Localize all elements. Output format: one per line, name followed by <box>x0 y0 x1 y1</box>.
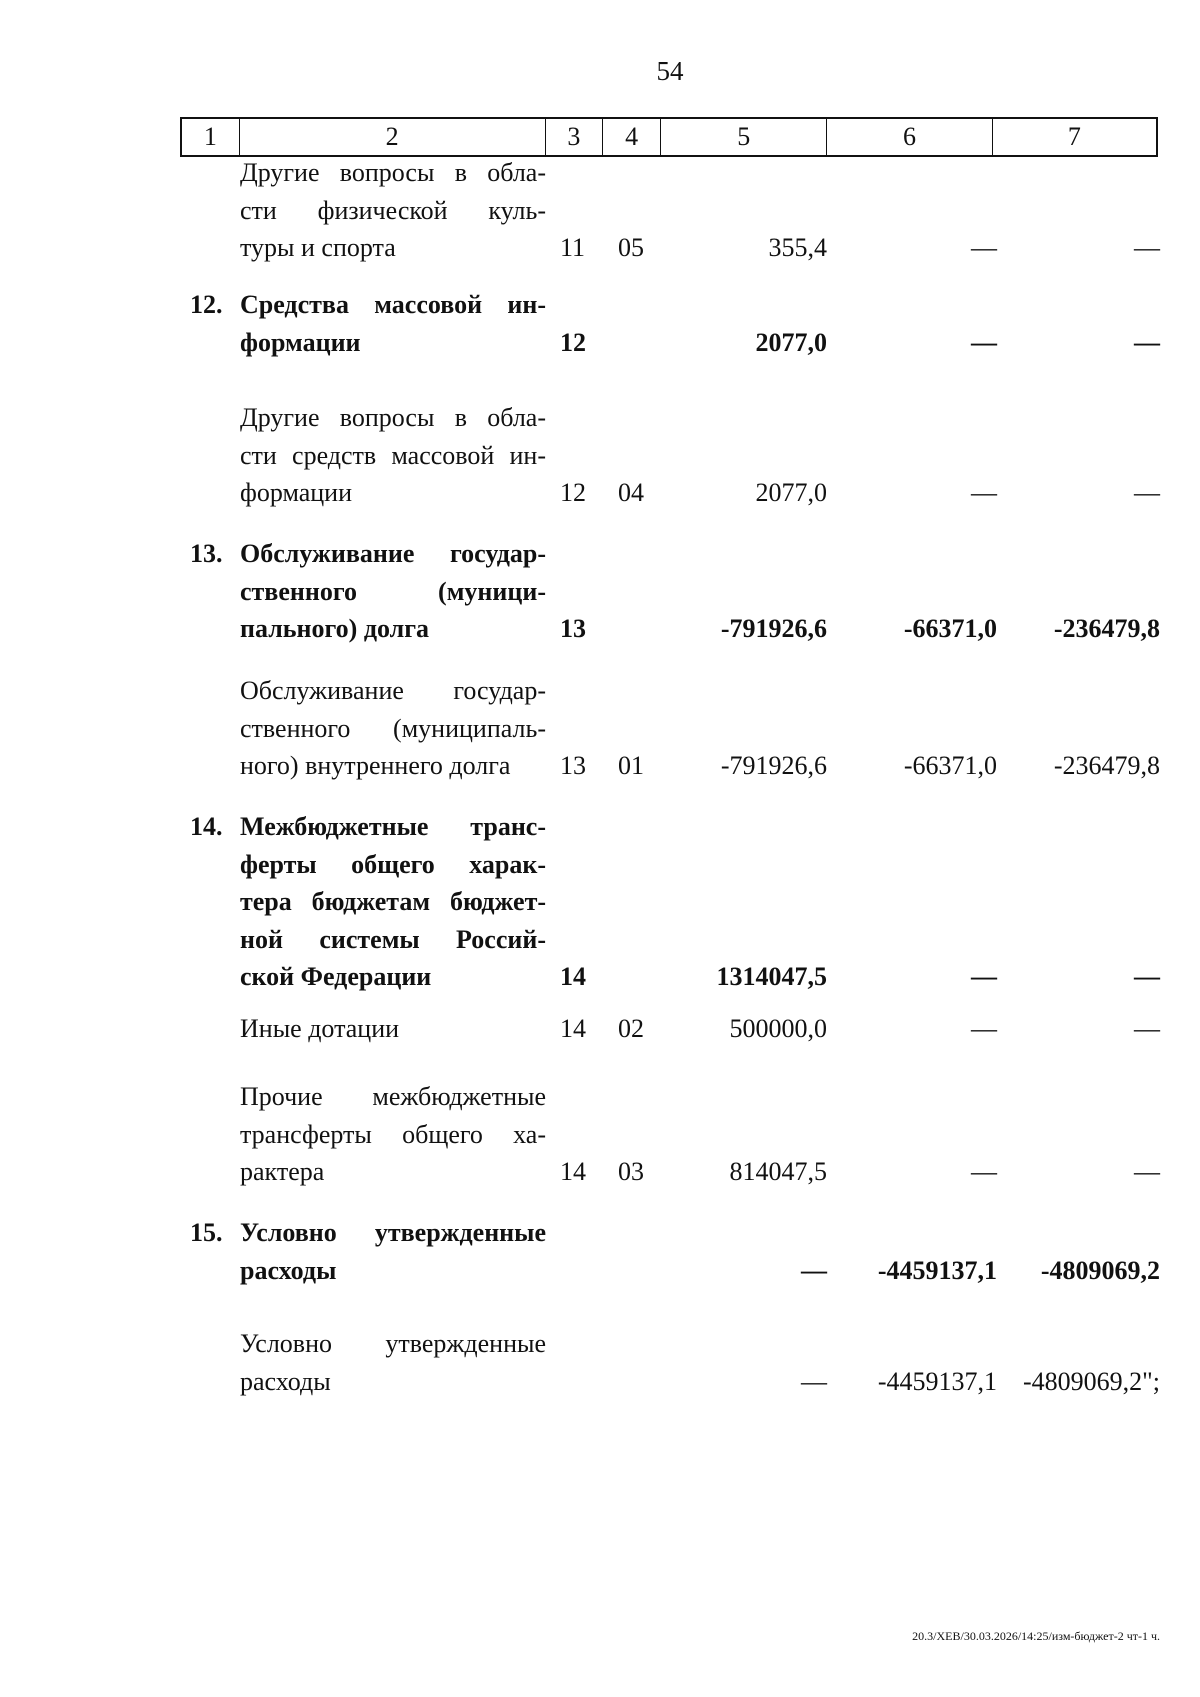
row-name-line: расходы <box>240 1255 337 1285</box>
row-amount-col6: — <box>971 327 997 357</box>
row-amount-col5: -791926,6 <box>720 614 827 643</box>
table-header-row <box>180 117 1158 157</box>
row-name-line: ной системы Россий- <box>240 924 546 954</box>
row-amount-col7: -4809069,2"; <box>1023 1366 1160 1396</box>
row-amount-col6: — <box>971 1014 997 1043</box>
row-name-line: формации <box>240 478 353 507</box>
row-section-code: 12 <box>560 327 586 357</box>
row-subsection-code: 02 <box>618 1014 644 1043</box>
row-name <box>240 1010 546 1048</box>
row-amount-col7: -236479,8 <box>1053 751 1160 780</box>
row-amount-col5: — <box>801 1366 827 1396</box>
row-subsection-code: 04 <box>618 478 644 507</box>
row-number: 15. <box>190 1218 223 1247</box>
row-name-line: трансферты общего ха- <box>240 1119 546 1149</box>
row-amount-col6: -66371,0 <box>903 614 997 643</box>
row-name-line: ской Федерации <box>240 962 432 991</box>
row-amount-col6: — <box>971 233 997 262</box>
header-col-4: 4 <box>603 119 661 155</box>
row-name-line: ферты общего харак- <box>240 849 546 879</box>
row-subsection-code: 03 <box>618 1157 644 1186</box>
row-amount-col6: — <box>971 478 997 507</box>
row-name-line: ного) внутреннего долга <box>240 751 511 780</box>
row-section-code: 13 <box>560 614 586 643</box>
header-col-6: 6 <box>827 119 992 155</box>
row-amount-col5: 2077,0 <box>755 327 827 357</box>
row-amount-col7: — <box>1134 327 1160 357</box>
row-amount-col7: — <box>1134 962 1160 991</box>
row-section-code: 14 <box>560 962 586 991</box>
header-col-3: 3 <box>546 119 604 155</box>
row-name-line: Условно утвержденные <box>240 1329 546 1358</box>
row-name-line: тера бюджетам бюджет- <box>240 887 546 916</box>
row-section-code: 13 <box>560 751 586 780</box>
row-name <box>240 154 546 267</box>
row-name <box>240 1325 546 1400</box>
row-amount-col5: -791926,6 <box>720 751 827 780</box>
header-col-7: 7 <box>1067 122 1081 151</box>
row-section-code: 12 <box>560 478 586 507</box>
row-amount-col6: -4459137,1 <box>877 1255 997 1285</box>
row-subsection-code: 05 <box>618 233 644 262</box>
row-number: 14. <box>190 812 223 841</box>
row-amount-col7: — <box>1134 1014 1160 1043</box>
row-name-line: Обслуживание государ- <box>240 539 546 568</box>
row-name-line: Прочие межбюджетные <box>240 1082 546 1111</box>
row-section-code: 14 <box>560 1157 586 1186</box>
row-name-line: туры и спорта <box>240 233 396 262</box>
row-section-code: 11 <box>560 233 586 262</box>
row-amount-col6: — <box>971 1157 997 1186</box>
row-name <box>240 1214 546 1289</box>
row-number: 13. <box>190 539 223 568</box>
row-amount-col5: 355,4 <box>768 233 827 262</box>
row-name <box>240 399 546 512</box>
row-name-line: Иные дотации <box>240 1014 400 1043</box>
page-number: 54 <box>656 56 684 86</box>
row-amount-col6: -66371,0 <box>903 751 997 780</box>
row-amount-col5: 2077,0 <box>755 478 827 507</box>
row-section-code: 14 <box>560 1014 586 1043</box>
row-name-line: Другие вопросы в обла- <box>240 403 546 432</box>
row-amount-col7: -4809069,2 <box>1040 1255 1160 1285</box>
row-amount-col7: — <box>1134 233 1160 262</box>
row-name <box>240 808 546 996</box>
row-subsection-code: 01 <box>618 751 644 780</box>
footer-stamp: 20.3/ХЕВ/30.03.2026/14:25/изм-бюджет-2 чт-1 ч. <box>912 1629 1160 1643</box>
row-name <box>240 535 546 648</box>
row-name-line: Условно утвержденные <box>240 1218 546 1247</box>
row-name <box>240 1078 546 1191</box>
row-name-line: сти средств массовой ин- <box>240 440 546 470</box>
row-name-line: формации <box>240 327 361 357</box>
row-name-line: Другие вопросы в обла- <box>240 158 546 187</box>
row-amount-col5: — <box>801 1255 827 1285</box>
row-name-line: ственного (муници- <box>240 576 546 606</box>
row-name <box>240 672 546 785</box>
row-amount-col7: -236479,8 <box>1053 614 1160 643</box>
row-amount-col5: 500000,0 <box>729 1014 827 1043</box>
row-number: 12. <box>190 290 223 319</box>
row-amount-col7: — <box>1134 1157 1160 1186</box>
header-col-5: 5 <box>661 119 827 155</box>
row-name-line: сти физической куль- <box>240 195 546 225</box>
row-amount-col5: 1314047,5 <box>716 962 827 991</box>
header-col-1: 1 <box>182 119 240 155</box>
row-amount-col6: — <box>971 962 997 991</box>
row-amount-col5: 814047,5 <box>729 1157 827 1186</box>
row-name-line: Межбюджетные транс- <box>240 812 546 841</box>
row-amount-col7: — <box>1134 478 1160 507</box>
row-name-line: пального) долга <box>240 614 430 643</box>
header-col-2: 2 <box>240 119 546 155</box>
row-name-line: Средства массовой ин- <box>240 290 546 319</box>
row-name-line: ственного (муниципаль- <box>240 713 546 743</box>
row-name-line: расходы <box>240 1366 331 1396</box>
row-name-line: Обслуживание государ- <box>240 676 546 705</box>
row-amount-col6: -4459137,1 <box>877 1366 997 1396</box>
row-name <box>240 286 546 361</box>
row-name-line: рактера <box>240 1157 325 1186</box>
